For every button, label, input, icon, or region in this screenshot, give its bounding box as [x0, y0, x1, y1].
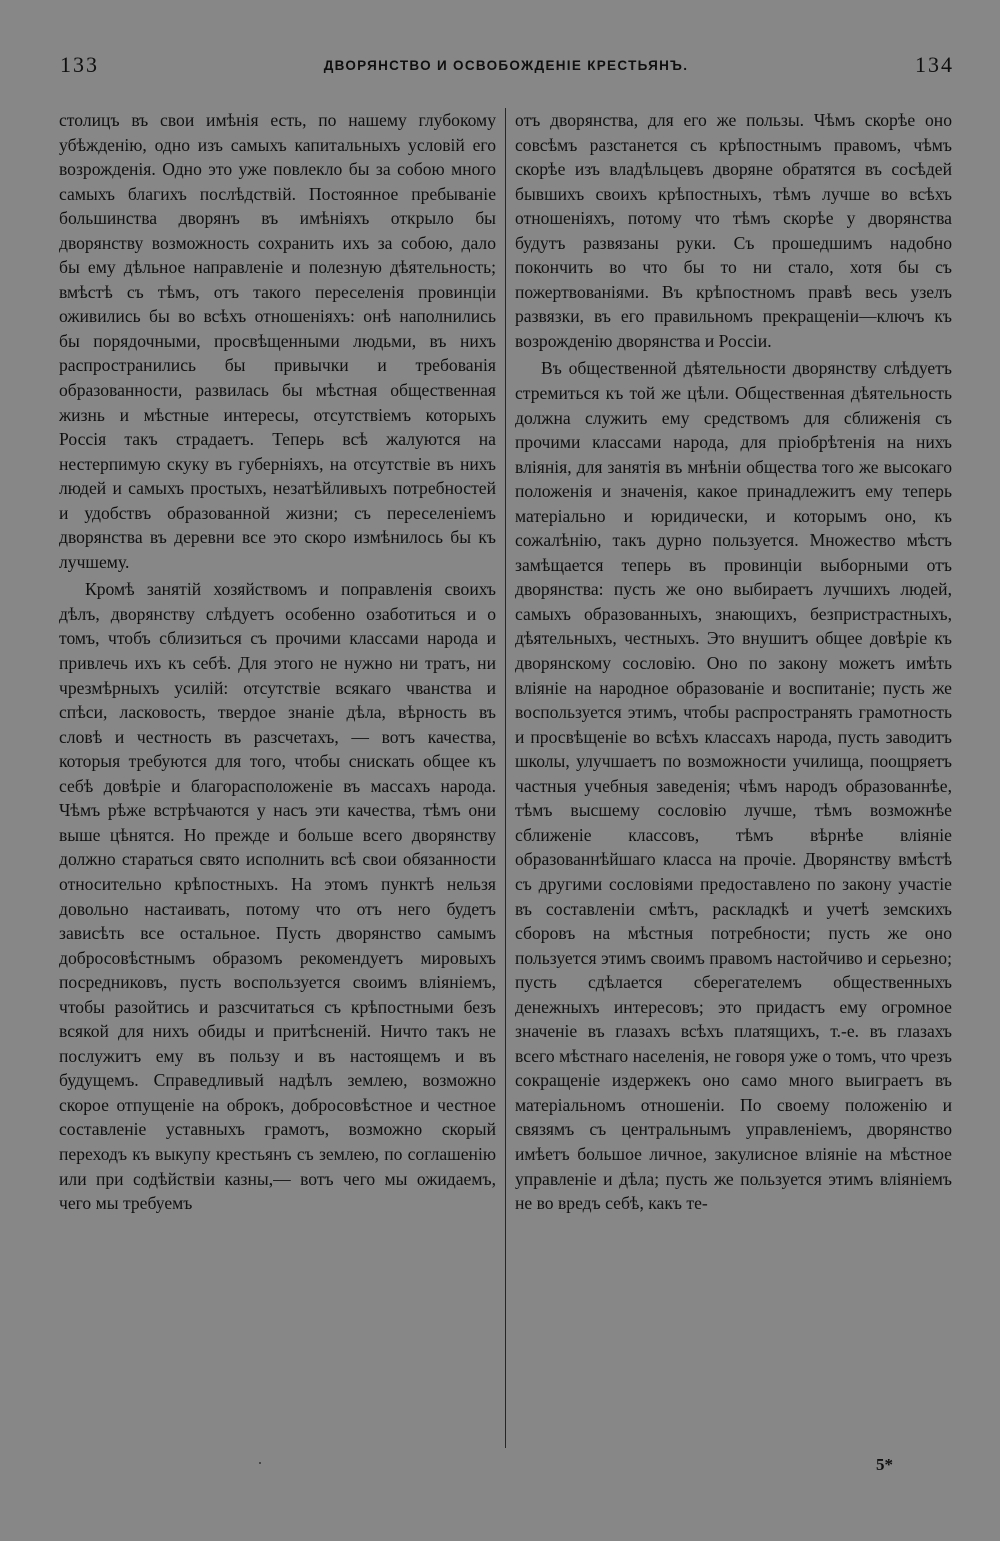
page-number-right: 134 [915, 52, 954, 77]
right-column [515, 108, 952, 1216]
paragraph: Въ общественной дѣятельности дворянству слѣдуетъ стремиться къ той же цѣли. Общественная дѣятельность должна служить ему средствомъ для сближенія съ прочими классами народа, для пріобрѣтенія на нихъ вліянія, для занятія въ мнѣніи общества того же высокаго положенія и значенія, какое принадлежитъ ему теперь матеріально и юридически, и которымъ оно, къ сожалѣнію, такъ дурно пользуется. Множество мѣстъ замѣщается теперь въ провинціи выборными отъ дворянства: пусть же оно выбираетъ лучшихъ людей, самыхъ образованныхъ, знающихъ, безпристрастныхъ, дѣятельныхъ, честныхъ. Это внушитъ общее довѣріе къ дворянскому сословію. Оно по закону можетъ имѣть вліяніе на народное образованіе и воспитаніе; пусть же воспользуется этимъ, чтобы распространять грамотность и просвѣщеніе во всѣхъ классахъ народа, пусть заводитъ школы, улучшаетъ по возможности училища, поощряетъ частныя учебныя заведенія; чѣмъ народъ образованнѣе, тѣмъ высшему сословію лучше, тѣмъ возможнѣе сближеніе классовъ, тѣмъ вѣрнѣе вліяніе образованнѣйшаго класса на прочіе. Дворянству вмѣстѣ съ другими сословіями предоставлено по закону участіе въ составленіи смѣтъ, раскладкѣ и учетѣ земскихъ сборовъ на мѣстныя потребности; пусть же оно пользуется этимъ своимъ правомъ настойчиво и серьезно; пусть сдѣлается сберегателемъ общественныхъ денежныхъ интересовъ; это придастъ ему огромное значеніе въ глазахъ всѣхъ платящихъ, т.-е. въ глазахъ всего мѣстнаго населенія, не говоря уже о томъ, что чрезъ сокращеніе издержекъ оно само много выиграетъ въ матеріальномъ отношеніи. По своему положенію и связямъ съ центральнымъ управленіемъ, дворянство имѣетъ большое личное, закулисное вліяніе на мѣстное управленіе и дѣла; пусть же пользуется этимъ вліяніемъ не во вредъ себѣ, какъ те- [515, 358, 952, 1214]
paragraph: отъ дворянства, для его же пользы. Чѣмъ скорѣе оно совсѣмъ разстанется съ крѣпостнымъ правомъ, чѣмъ скорѣе изъ владѣльцевъ дворяне обратятся въ сосѣдей бывшихъ своихъ крѣпостныхъ, тѣмъ лучше во всѣхъ отношеніяхъ, потому что тѣмъ скорѣе у дворянства будутъ развязаны руки. Съ прошедшимъ надобно покончить во что бы то ни стало, хотя бы съ пожертвованіями. Въ крѣпостномъ правѣ весь узелъ развязки, въ его правильномъ прекращеніи—ключъ къ возрожденію дворянства и Россіи. [515, 110, 952, 351]
paragraph: Кромѣ занятій хозяйствомъ и поправленія своихъ дѣлъ, дворянству слѣдуетъ особенно озаботиться и о томъ, чтобъ сблизиться съ прочими классами народа и привлечь ихъ къ себѣ. Для этого не нужно ни тратъ, ни чрезмѣрныхъ усилій: отсутствіе всякаго чванства и спѣси, ласковость, твердое знаніе дѣла, вѣрность въ словѣ и честность въ разсчетахъ, — вотъ качества, которыя требуются для того, чтобы снискать общее къ себѣ довѣріе и благорасположеніе въ массахъ народа. Чѣмъ рѣже встрѣчаются у насъ эти качества, тѣмъ они выше цѣнятся. Но прежде и больше всего дворянству должно стараться свято исполнить всѣ свои обязанности относительно крѣпостныхъ. На этомъ пунктѣ нельзя довольно настаивать, потому что отъ него будетъ зависѣть все остальное. Пусть дворянство самымъ добросовѣстнымъ образомъ рекомендуетъ мировыхъ посредниковъ, пусть воспользуется своимъ вліяніемъ, чтобы разойтись и разсчитаться съ крѣпостными безъ всякой для нихъ обиды и притѣсненій. Ничто такъ не послужитъ ему въ пользу и въ настоящемъ и въ будущемъ. Справедливый надѣлъ землею, возможно скорое отпущеніе на оброкъ, добросовѣстное и честное составленіе уставныхъ грамотъ, возможно скорый переходъ къ выкупу крестьянъ съ землею, по соглашенію или при содѣйствіи казны,— вотъ чего мы ожидаемъ, чего мы требуемъ [59, 579, 496, 1214]
column-divider [505, 108, 506, 1448]
paragraph: столицъ въ свои имѣнія есть, по нашему глубокому убѣжденію, одно изъ самыхъ капитальныхъ условій его возрожденія. Одно это уже повлекло бы за собою много самыхъ благихъ послѣдствій. Постоянное пребываніе большинства дворянъ въ имѣніяхъ открыло бы дворянству возможность сохранить ихъ за собою, дало бы ему дѣльное направленіе и полезную дѣятельность; вмѣстѣ съ тѣмъ, отъ такого переселенія провинціи оживились бы во всѣхъ отношеніяхъ: онѣ наполнились бы порядочными, просвѣщенными людьми, въ нихъ распространились бы привычки и требованія образованности, развилась бы мѣстная общественная жизнь и мѣстные интересы, отсутствіемъ которыхъ Россія такъ страдаетъ. Теперь всѣ жалуются на нестерпимую скуку въ губерніяхъ, на отсутствіе въ нихъ людей и самыхъ простыхъ, незатѣйливыхъ потребностей и удобствъ образованной жизни; съ переселеніемъ дворянства въ деревни все это скоро измѣнилось бы къ лучшему. [59, 110, 496, 572]
left-column [59, 108, 496, 1216]
page-number-left: 133 [60, 52, 99, 77]
signature-mark: 5* [876, 1455, 893, 1474]
print-speck [259, 1462, 261, 1464]
running-title: ДВОРЯНСТВО И ОСВОБОЖДЕНІЕ КРЕСТЬЯНЪ. [323, 58, 689, 73]
running-header [58, 52, 954, 86]
